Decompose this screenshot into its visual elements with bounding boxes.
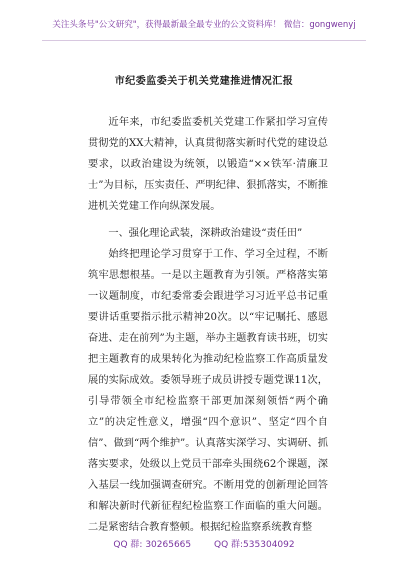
section-heading: 一、强化理论武装，深耕政治建设“责任田” xyxy=(108,228,303,239)
qq-group-1: QQ 群: 30265665 xyxy=(113,540,192,550)
intro-paragraph: 近年来，市纪委监委机关党建工作紧扣学习宣传贯彻党的XX大精神，认真贯彻落实新时代党的建设总要求，以政治建设为统领，以锻造“××铁军·清廉卫士”为目标，压实责任、严明纪律、狠抓落实，不断推进机关党建工作向纵深发展。 xyxy=(88,117,328,212)
body-paragraph: 始终把理论学习贯穿于工作、学习全过程，不断筑牢思想根基。一是以主题教育为引领。严格落实第一议题制度，市纪委常委会跟进学习习近平总书记重要讲话重要指示批示精神20次。以“牢记嘱托、感恩奋进、走在前列”为主题，举办主题教育读书班，切实把主题教育的成果转化为推动纪检监察工作高质量发展的实际成效。委领导班子成员讲授专题党课11次，引导带领全市纪检监察干部更加深刻领悟“两个确立”的决定性意义，增强“四个意识”、坚定“四个自信”、做到“两个维护”。认真落实深学习、实调研、抓落实要求，处级以上党员干部牵头围绕62个课题，深入基层一线加强调查研究。不断用党的创新理论回答和解决新时代新征程纪检监察工作面临的重大问题。二是紧密结合教育整顿。根据纪检监察系统教育整 xyxy=(88,249,328,533)
promo-header: 关注头条号"公文研究"，获得最新最全最专业的公文资料库！ 微信：gongwenyj xyxy=(52,20,356,30)
header-divider xyxy=(42,40,366,41)
qq-group-2: QQ 群:535304092 xyxy=(214,540,295,550)
document-title: 市纪委监委关于机关党建推进情况汇报 xyxy=(114,76,294,87)
qq-footer xyxy=(0,537,408,550)
document-body xyxy=(88,112,328,538)
